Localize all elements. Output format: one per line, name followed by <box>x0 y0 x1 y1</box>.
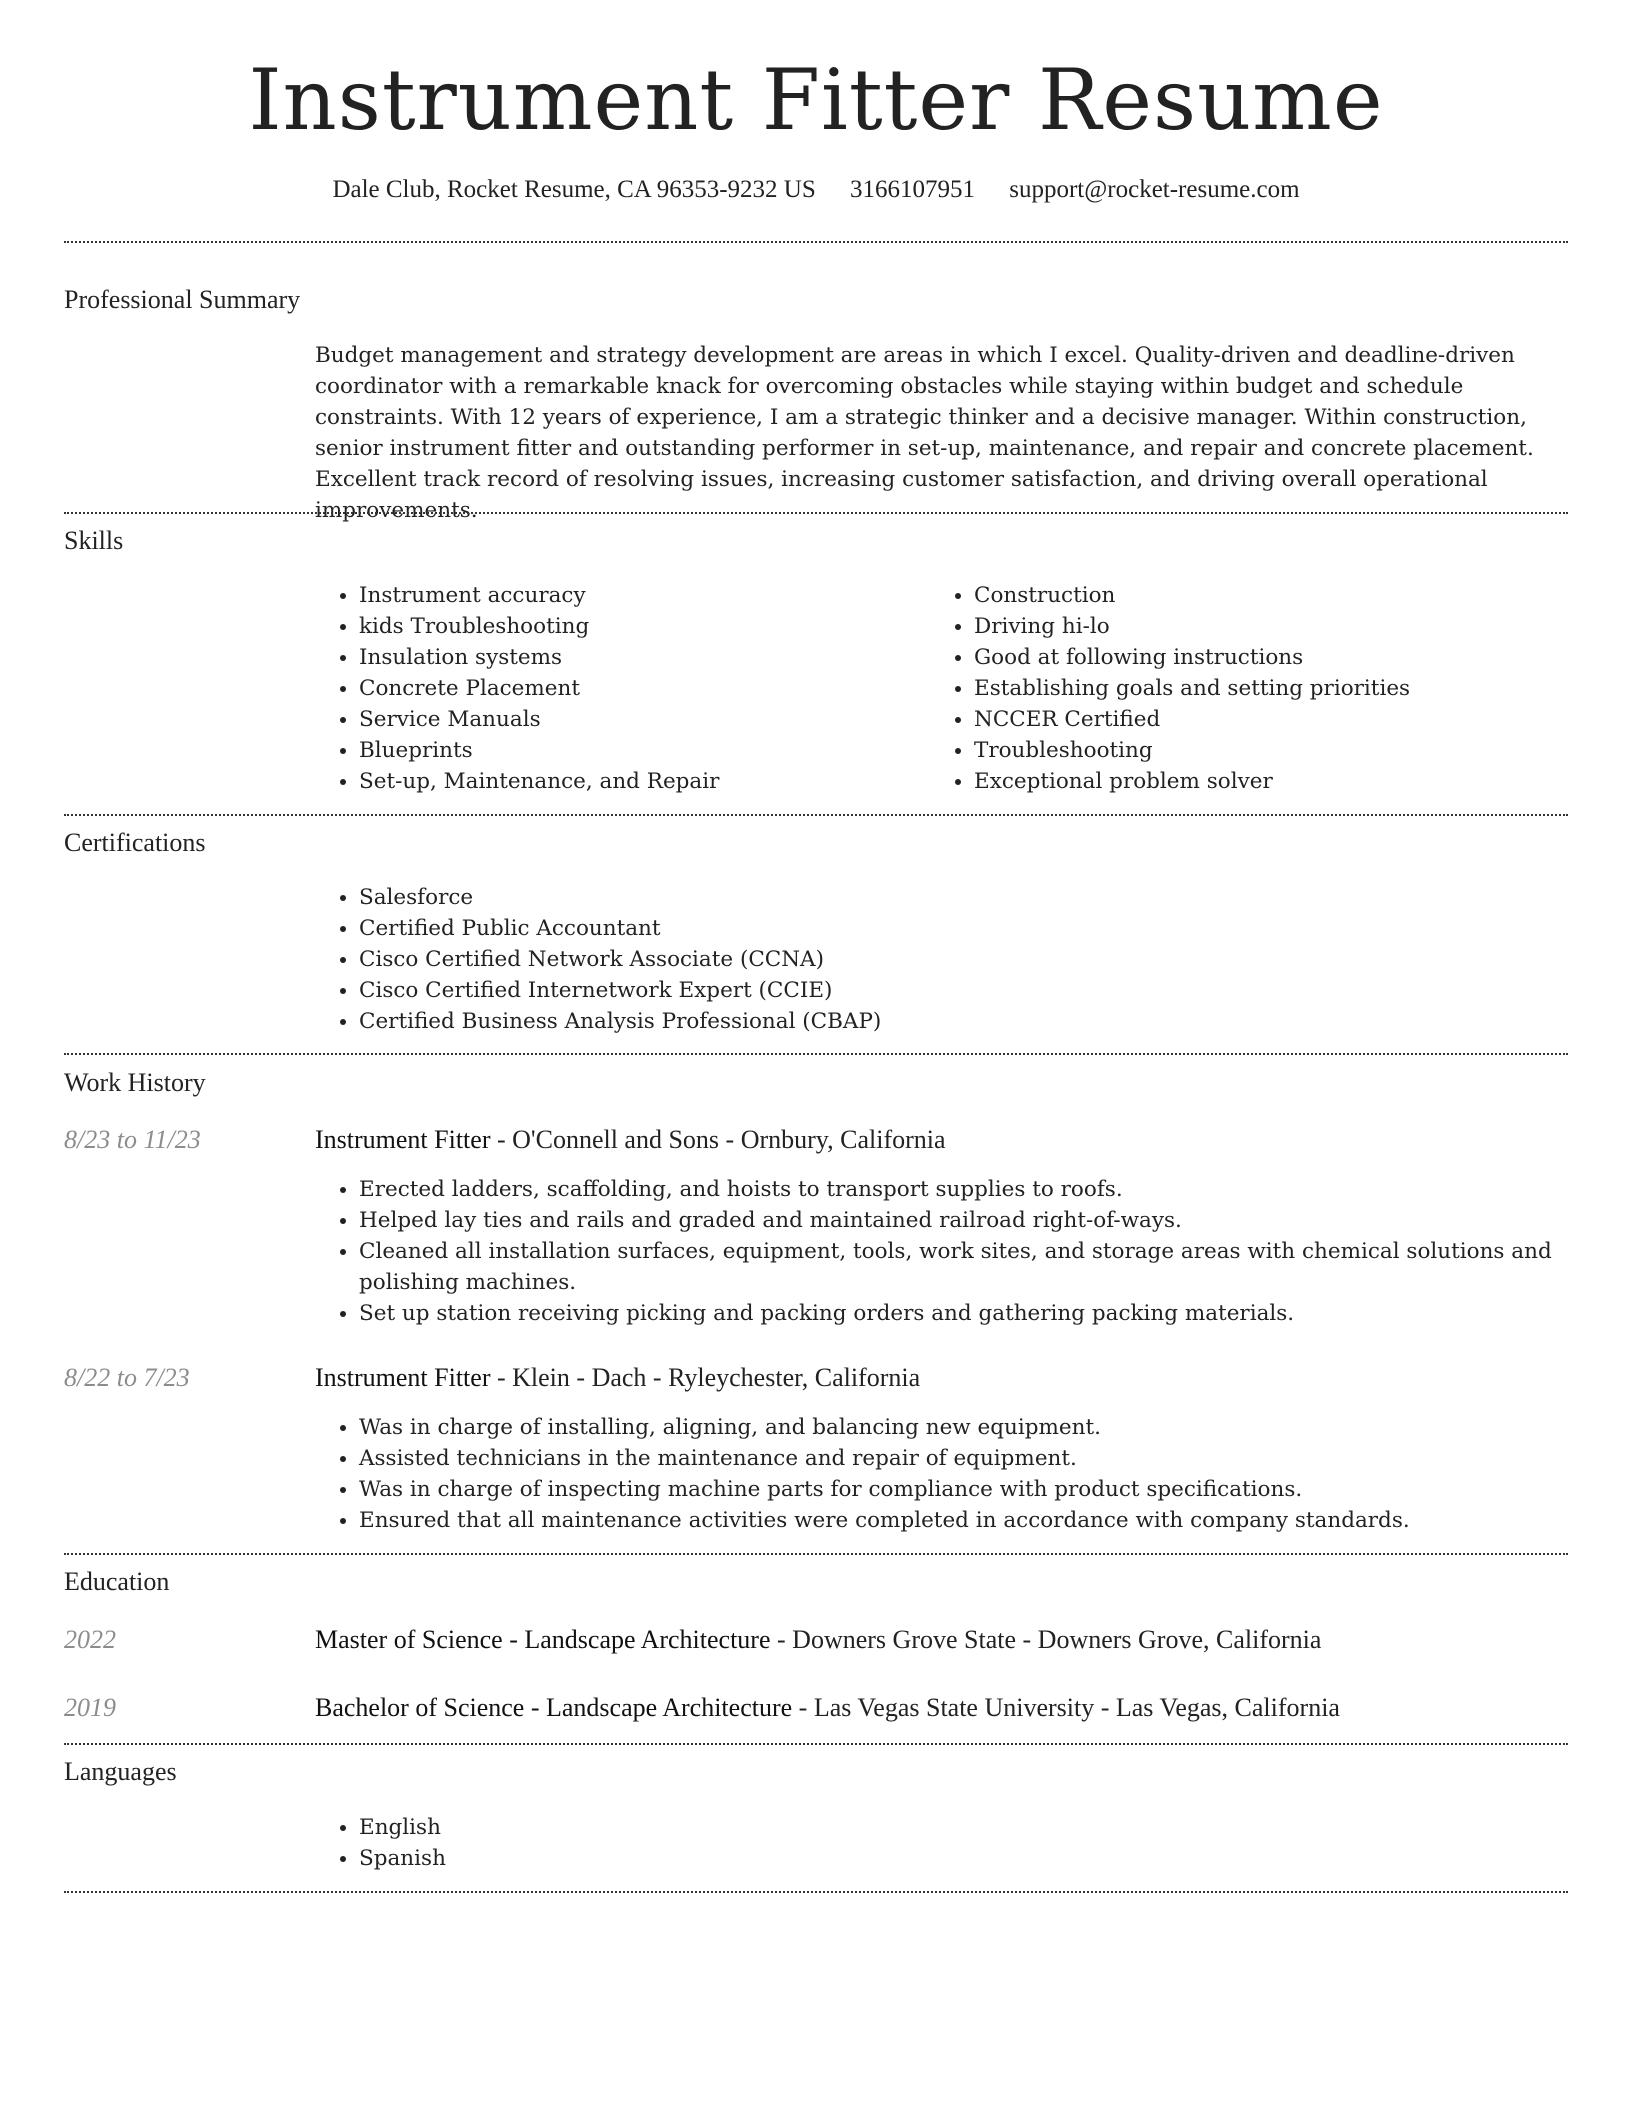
job-dates: 8/23 to 11/23 <box>64 1125 201 1154</box>
list-item: • Assisted technicians in the maintenance and repair of equipment. <box>359 1443 1614 1474</box>
list-item: • Cisco Certified Network Associate (CCNA) <box>359 944 1559 975</box>
job-role: Instrument Fitter <box>315 1363 491 1392</box>
list-item: • Service Manuals <box>359 704 919 735</box>
list-item: • Construction <box>974 580 1594 611</box>
contact-line <box>0 170 1632 210</box>
list-item: • Exceptional problem solver <box>974 766 1594 797</box>
resume-title: Instrument Fitter Resume <box>248 51 1384 149</box>
list-item: • English <box>359 1812 959 1843</box>
job-dates: 8/22 to 7/23 <box>64 1363 190 1392</box>
list-item: • NCCER Certified <box>974 704 1594 735</box>
divider <box>64 1553 1568 1555</box>
list-item: • Erected ladders, scaffolding, and hoists to transport supplies to roofs. <box>359 1174 1614 1205</box>
education-heading: Education <box>64 1567 170 1596</box>
job-title <box>315 1360 920 1396</box>
languages-list <box>315 1812 959 1874</box>
certifications-heading: Certifications <box>64 828 206 857</box>
list-item: • Set up station receiving picking and packing orders and gathering packing materials. <box>359 1298 1614 1329</box>
languages-heading: Languages <box>64 1757 177 1786</box>
education-year: 2019 <box>64 1693 116 1722</box>
contact-email[interactable]: support@rocket-resume.com <box>1009 176 1300 203</box>
list-item: • Salesforce <box>359 882 1559 913</box>
summary-heading: Professional Summary <box>64 285 301 314</box>
list-item: • Troubleshooting <box>974 735 1594 766</box>
list-item: • kids Troubleshooting <box>359 611 919 642</box>
list-item: • Blueprints <box>359 735 919 766</box>
job-role: Instrument Fitter <box>315 1125 491 1154</box>
list-item: • Good at following instructions <box>974 642 1594 673</box>
contact-address: Dale Club, Rocket Resume, CA 96353-9232 US <box>332 176 816 203</box>
divider <box>64 512 1568 514</box>
divider <box>64 814 1568 816</box>
list-item: • Certified Public Accountant <box>359 913 1559 944</box>
job-title <box>315 1122 946 1158</box>
list-item: • Set-up, Maintenance, and Repair <box>359 766 919 797</box>
divider <box>64 1743 1568 1745</box>
job-details: - Klein - Dach - Ryleychester, California <box>490 1363 921 1392</box>
list-item: • Concrete Placement <box>359 673 919 704</box>
list-item: • Spanish <box>359 1843 959 1874</box>
skills-list-left <box>315 580 919 797</box>
work-heading: Work History <box>64 1068 206 1097</box>
list-item: • Insulation systems <box>359 642 919 673</box>
divider <box>64 241 1568 243</box>
job-bullets <box>315 1412 1614 1536</box>
summary-text: Budget management and strategy development are areas in which I excel. Quality-driven and deadline-driven coordinator with a remarkable knack for overcoming obstacles while staying within budget and schedule constraints. With 12 years of experience, I am a strategic thinker and a decisive manager. Within construction, senior instrument fitter and outstanding performer in set-up, maintenance, and repair and concrete placement. Excellent track record of resolving issues, increasing customer satisfaction, and driving overall operational improvements. <box>315 343 1534 523</box>
contact-phone: 3166107951 <box>850 176 975 203</box>
list-item: • Instrument accuracy <box>359 580 919 611</box>
list-item: • Cleaned all installation surfaces, equipment, tools, work sites, and storage areas with chemical solutions and polishing machines. <box>359 1236 1614 1298</box>
list-item: • Driving hi-lo <box>974 611 1594 642</box>
certifications-list <box>315 882 1559 1037</box>
education-details: - Downers Grove State - Downers Grove, California <box>770 1625 1322 1654</box>
list-item: • Establishing goals and setting priorities <box>974 673 1594 704</box>
list-item: • Was in charge of installing, aligning, and balancing new equipment. <box>359 1412 1614 1443</box>
education-year: 2022 <box>64 1625 116 1654</box>
list-item: • Certified Business Analysis Professional (CBAP) <box>359 1006 1559 1037</box>
skills-heading: Skills <box>64 526 124 555</box>
education-entry <box>315 1622 1321 1658</box>
divider <box>64 1053 1568 1055</box>
list-item: • Ensured that all maintenance activities were completed in accordance with company standards. <box>359 1505 1614 1536</box>
list-item: • Helped lay ties and rails and graded and maintained railroad right-of-ways. <box>359 1205 1614 1236</box>
job-details: - O'Connell and Sons - Ornbury, California <box>490 1125 946 1154</box>
education-details: - Las Vegas State University - Las Vegas, California <box>792 1693 1340 1722</box>
job-bullets <box>315 1174 1614 1329</box>
skills-list-right <box>930 580 1594 797</box>
education-degree: Master of Science - Landscape Architecture <box>315 1625 771 1654</box>
list-item: • Was in charge of inspecting machine parts for compliance with product specifications. <box>359 1474 1614 1505</box>
divider <box>64 1891 1568 1893</box>
list-item: • Cisco Certified Internetwork Expert (CCIE) <box>359 975 1559 1006</box>
education-degree: Bachelor of Science - Landscape Architecture <box>315 1693 793 1722</box>
education-entry <box>315 1690 1340 1726</box>
